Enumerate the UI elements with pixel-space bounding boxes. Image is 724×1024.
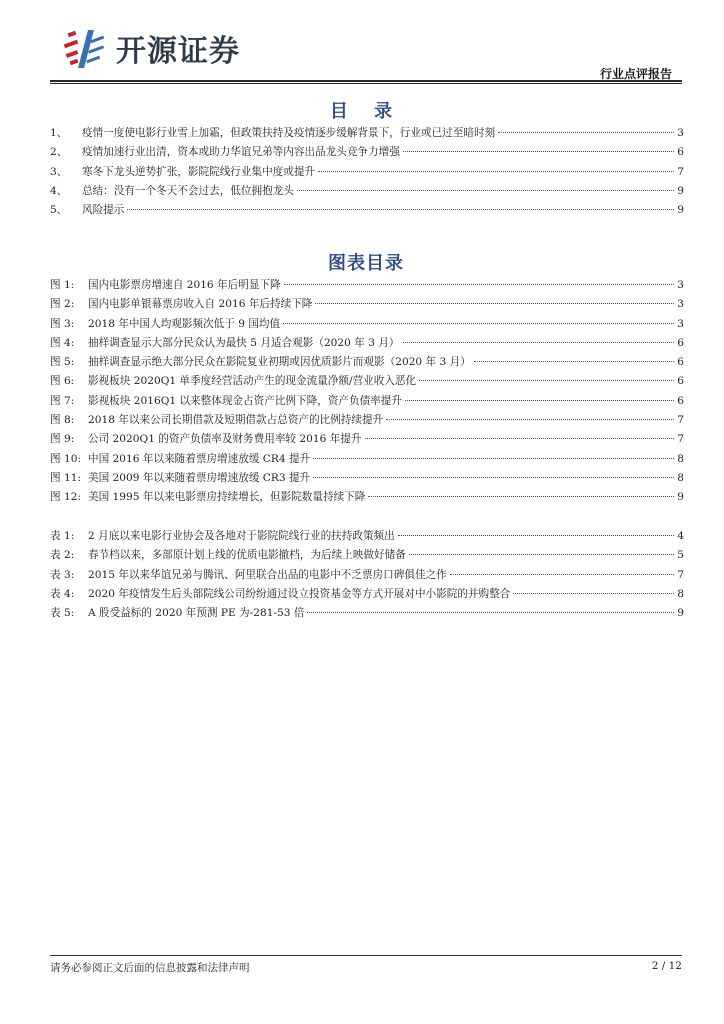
toc-entry[interactable] bbox=[50, 144, 684, 163]
entry-number: 图 12: bbox=[50, 491, 82, 504]
toc-entry[interactable] bbox=[50, 412, 684, 431]
toc-entry[interactable] bbox=[50, 393, 684, 412]
entry-number: 图 8: bbox=[50, 414, 75, 427]
entry-title: 中国 2016 年以来随着票房增速放缓 CR4 提升 bbox=[88, 452, 311, 465]
entry-title: 2018 年以来公司长期借款及短期借款占总资产的比例持续提升 bbox=[88, 414, 384, 427]
entry-page-number: 8 bbox=[677, 587, 684, 600]
entry-page-number: 6 bbox=[677, 394, 684, 407]
entry-page-number: 8 bbox=[677, 452, 684, 465]
dot-leader bbox=[405, 400, 674, 401]
entry-number: 图 3: bbox=[50, 317, 75, 330]
entry-page-number: 3 bbox=[677, 127, 684, 139]
dot-leader bbox=[450, 574, 675, 575]
report-type-label: 行业点评报告 bbox=[599, 67, 672, 81]
entry-title: 抽样调查显示绝大部分民众在影院复业初期或因优质影片而观影（2020 年 3 月） bbox=[88, 356, 471, 369]
entry-title: 抽样调查显示大部分民众认为最快 5 月适合观影（2020 年 3 月） bbox=[88, 336, 400, 349]
footer-disclaimer: 请务必参阅正文后面的信息披露和法律声明 bbox=[50, 962, 250, 974]
entry-page-number: 6 bbox=[677, 375, 684, 388]
entry-page-number: 5 bbox=[677, 549, 684, 562]
entry-title: 2020 年疫情发生后头部院线公司纷纷通过设立投资基金等方式开展对中小影院的并购整合 bbox=[88, 587, 511, 600]
dot-leader bbox=[307, 612, 674, 613]
entry-title: 总结：没有一个冬天不会过去，低位拥抱龙头 bbox=[82, 184, 294, 197]
entry-page-number: 7 bbox=[677, 433, 684, 446]
toc-list bbox=[50, 125, 684, 221]
entry-page-number: 9 bbox=[677, 491, 684, 504]
entry-title: A 股受益标的 2020 年预测 PE 为-281-53 倍 bbox=[88, 607, 305, 620]
entry-page-number: 9 bbox=[677, 607, 684, 620]
toc-entry[interactable] bbox=[50, 125, 684, 144]
entry-title: 春节档以来，多部原计划上线的优质电影撤档，为后续上映做好储备 bbox=[88, 549, 406, 562]
tables-list bbox=[50, 528, 684, 624]
entry-title: 美国 1995 年以来电影票房持续增长，但影院数量持续下降 bbox=[88, 491, 366, 504]
dot-leader bbox=[297, 190, 674, 191]
entry-number: 图 11: bbox=[50, 471, 82, 484]
toc-entry[interactable] bbox=[50, 470, 684, 489]
entry-number: 图 9: bbox=[50, 433, 75, 446]
dot-leader bbox=[368, 496, 674, 497]
entry-title: 寒冬下龙头逆势扩张，影院院线行业集中度或提升 bbox=[82, 165, 316, 178]
dot-leader bbox=[474, 361, 674, 362]
toc-entry[interactable] bbox=[50, 277, 684, 296]
entry-number: 图 2: bbox=[50, 298, 75, 311]
entry-number: 表 3: bbox=[50, 568, 75, 581]
toc-entry[interactable] bbox=[50, 296, 684, 315]
toc-entry[interactable] bbox=[50, 373, 684, 392]
entry-number: 1、 bbox=[50, 127, 68, 139]
entry-page-number: 9 bbox=[677, 184, 684, 197]
entry-title: 公司 2020Q1 的资产负债率及财务费用率较 2016 年提升 bbox=[88, 433, 362, 446]
entry-title: 风险提示 bbox=[82, 204, 125, 217]
entry-title: 影视板块 2020Q1 单季度经营活动产生的现金流量净额/营业收入恶化 bbox=[88, 375, 417, 388]
dot-leader bbox=[513, 593, 674, 594]
entry-page-number: 7 bbox=[677, 568, 684, 581]
entry-page-number: 3 bbox=[677, 279, 684, 291]
dot-leader bbox=[403, 151, 674, 152]
page-number: 2 / 12 bbox=[651, 960, 682, 972]
entry-page-number: 3 bbox=[677, 298, 684, 311]
entry-number: 2、 bbox=[50, 146, 68, 159]
entry-page-number: 6 bbox=[677, 356, 684, 369]
toc-entry[interactable] bbox=[50, 202, 684, 221]
toc-entry[interactable] bbox=[50, 451, 684, 470]
toc-entry[interactable] bbox=[50, 489, 684, 508]
entry-page-number: 6 bbox=[677, 336, 684, 349]
toc-entry[interactable] bbox=[50, 354, 684, 373]
entry-number: 图 6: bbox=[50, 375, 75, 388]
entry-title: 疫情加速行业出清，资本或助力华谊兄弟等内容出品龙头竞争力增强 bbox=[82, 146, 400, 159]
dot-leader bbox=[127, 209, 674, 210]
dot-leader bbox=[398, 535, 675, 536]
dot-leader bbox=[419, 380, 674, 381]
header-divider bbox=[50, 80, 682, 82]
header-divider-thin bbox=[50, 83, 682, 84]
entry-page-number: 7 bbox=[677, 165, 684, 178]
entry-title: 疫情一度使电影行业雪上加霜，但政策扶持及疫情逐步缓解背景下，行业或已过至暗时刻 bbox=[82, 127, 496, 139]
entry-title: 2018 年中国人均观影频次低于 9 国均值 bbox=[88, 317, 281, 330]
toc-entry[interactable] bbox=[50, 567, 684, 586]
entry-page-number: 8 bbox=[677, 471, 684, 484]
entry-number: 3、 bbox=[50, 165, 68, 178]
dot-leader bbox=[409, 554, 674, 555]
entry-number: 图 1: bbox=[50, 279, 75, 291]
entry-number: 表 2: bbox=[50, 549, 75, 562]
toc-entry[interactable] bbox=[50, 586, 684, 605]
toc-entry[interactable] bbox=[50, 164, 684, 183]
entry-page-number: 4 bbox=[677, 530, 684, 542]
dot-leader bbox=[365, 438, 675, 439]
page-header bbox=[50, 18, 674, 80]
toc-entry[interactable] bbox=[50, 183, 684, 202]
entry-page-number: 9 bbox=[677, 204, 684, 217]
entry-number: 表 4: bbox=[50, 587, 75, 600]
entry-title: 国内电影单银幕票房收入自 2016 年后持续下降 bbox=[88, 298, 313, 311]
entry-title: 2 月底以来电影行业协会及各地对于影院院线行业的扶持政策频出 bbox=[88, 530, 395, 542]
dot-leader bbox=[318, 171, 674, 172]
entry-title: 美国 2009 年以来随着票房增速放缓 CR3 提升 bbox=[88, 471, 311, 484]
toc-title: 目 录 bbox=[329, 101, 403, 122]
toc-entry[interactable] bbox=[50, 528, 684, 547]
entry-page-number: 6 bbox=[677, 146, 684, 159]
dot-leader bbox=[498, 132, 674, 133]
dot-leader bbox=[313, 477, 674, 478]
dot-leader bbox=[313, 458, 674, 459]
entry-page-number: 7 bbox=[677, 414, 684, 427]
entry-number: 表 1: bbox=[50, 530, 75, 542]
logo-mark-icon bbox=[62, 26, 110, 70]
toc-entry[interactable] bbox=[50, 547, 684, 566]
dot-leader bbox=[284, 284, 675, 285]
toc-entry[interactable] bbox=[50, 316, 684, 335]
dot-leader bbox=[403, 342, 675, 343]
toc-entry[interactable] bbox=[50, 335, 684, 354]
logo-text: 开源证券 bbox=[116, 34, 240, 69]
figures-list bbox=[50, 277, 684, 509]
entry-number: 图 7: bbox=[50, 394, 75, 407]
figures-title: 图表目录 bbox=[328, 253, 404, 274]
company-logo bbox=[62, 22, 240, 74]
entry-title: 国内电影票房增速自 2016 年后明显下降 bbox=[88, 279, 281, 291]
entry-number: 图 10: bbox=[50, 452, 82, 465]
entry-number: 4、 bbox=[50, 184, 68, 197]
entry-page-number: 3 bbox=[677, 317, 684, 330]
toc-entry[interactable] bbox=[50, 431, 684, 450]
entry-number: 图 4: bbox=[50, 336, 75, 349]
footer-divider bbox=[50, 955, 682, 956]
toc-entry[interactable] bbox=[50, 605, 684, 624]
entry-title: 影视板块 2016Q1 以来整体现金占资产比例下降，资产负债率提升 bbox=[88, 394, 402, 407]
entry-number: 表 5: bbox=[50, 607, 75, 620]
dot-leader bbox=[283, 323, 674, 324]
entry-title: 2015 年以来华谊兄弟与腾讯、阿里联合出品的电影中不乏票房口碑俱佳之作 bbox=[88, 568, 447, 581]
entry-number: 图 5: bbox=[50, 356, 75, 369]
dot-leader bbox=[386, 419, 674, 420]
entry-number: 5、 bbox=[50, 204, 68, 217]
dot-leader bbox=[315, 303, 674, 304]
